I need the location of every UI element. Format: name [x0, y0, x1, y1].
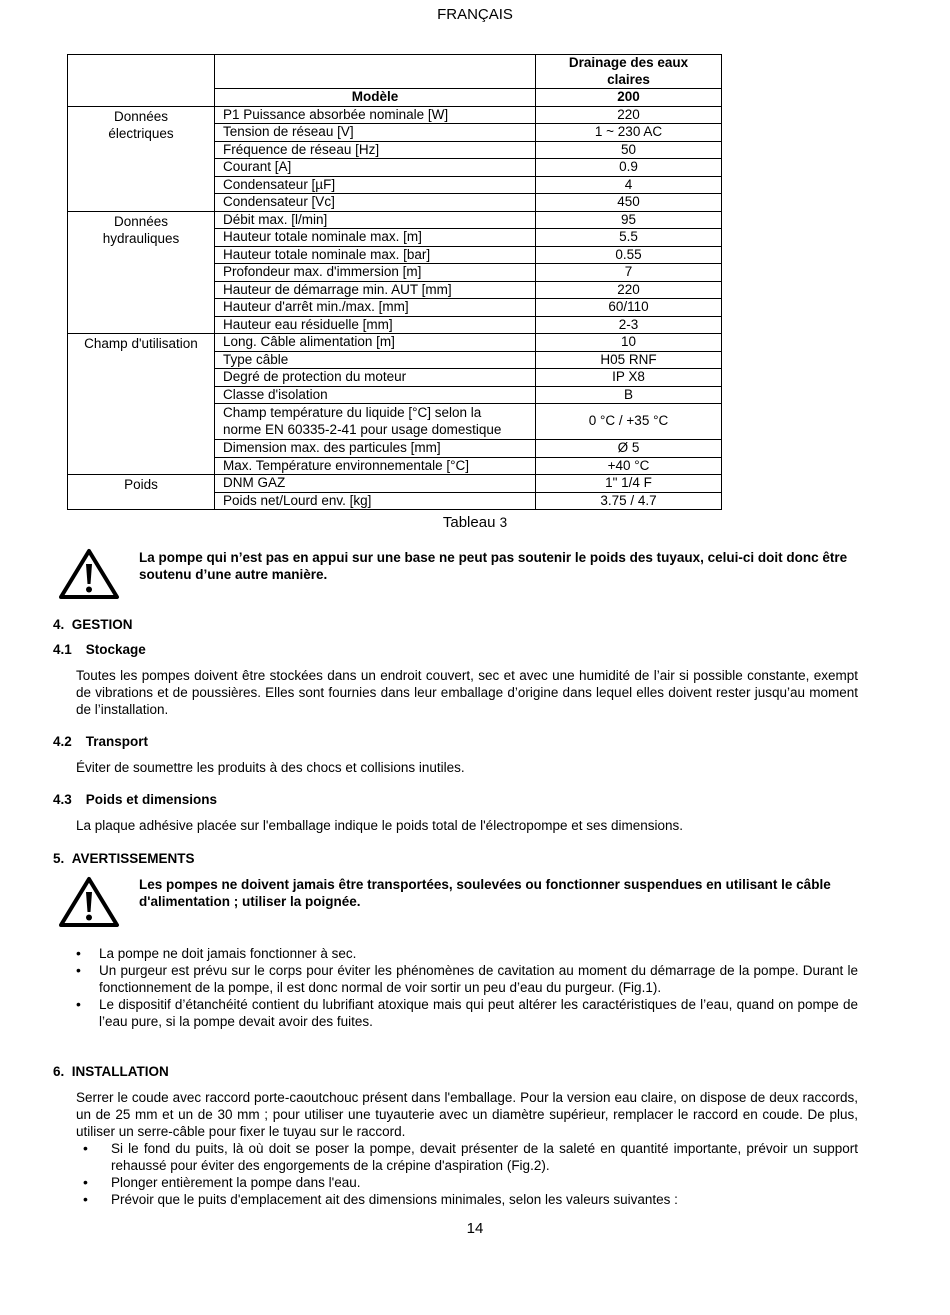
- list-item: • Si le fond du puits, là où doit se poser la pompe, devait présenter de la saleté en quantité importante, prévoir un support rehaussé pour éviter des engorgements de la crépine d'aspiration (Fig.2).: [83, 1140, 858, 1173]
- table-header-row: [68, 55, 722, 89]
- parameter-label: Condensateur [Vc]: [215, 194, 536, 212]
- list-item-text: Si le fond du puits, là où doit se poser la pompe, devait présenter de la saleté en quantité importante, prévoir un support rehaussé pour éviter des engorgements de la crépine d'aspiration (Fig.2).: [111, 1141, 858, 1173]
- section-heading-gestion: [53, 617, 133, 632]
- parameter-value: 10: [536, 334, 722, 352]
- warning-cable-text: Les pompes ne doivent jamais être transportées, soulevées ou fonctionner suspendues en utilisant le câble d'alimentation ; utiliser la poignée.: [139, 877, 831, 909]
- parameter-value: 95: [536, 211, 722, 229]
- section-number: 4.1: [53, 642, 72, 657]
- installation-list: [83, 1140, 858, 1208]
- parameter-label: Poids net/Lourd env. [kg]: [215, 492, 536, 510]
- parameter-label: Classe d'isolation: [215, 386, 536, 404]
- section-title: Transport: [85, 734, 149, 749]
- avertissements-list: [76, 945, 858, 1030]
- parameter-value: 7: [536, 264, 722, 282]
- section-heading-stockage: [53, 642, 146, 657]
- section-number: 6.: [53, 1064, 65, 1079]
- empty-cell: [215, 55, 536, 89]
- parameter-label: [215, 404, 536, 440]
- list-item-text: Plonger entièrement la pompe dans l'eau.: [111, 1175, 361, 1190]
- table-row: [68, 106, 722, 124]
- model-value: 200: [536, 89, 722, 107]
- section-number: 4.: [53, 617, 65, 632]
- parameter-label: Débit max. [l/min]: [215, 211, 536, 229]
- parameter-label: Degré de protection du moteur: [215, 369, 536, 387]
- list-item: • La pompe ne doit jamais fonctionner à sec.: [76, 945, 357, 961]
- column-header-line1: Drainage des eaux: [568, 55, 689, 70]
- parameter-label: Fréquence de réseau [Hz]: [215, 141, 536, 159]
- group-label-line1: Données: [113, 108, 169, 124]
- parameter-value: IP X8: [536, 369, 722, 387]
- group-label-line1: Données: [113, 213, 169, 229]
- list-item: • Plonger entièrement la pompe dans l'eau.: [83, 1174, 361, 1190]
- paragraph-installation: Serrer le coude avec raccord porte-caoutchouc présent dans l'emballage. Pour la version eau claire, on dispose de deux raccords, un de 25 mm et un de 30 mm ; pour utiliser une tuyauterie avec un diamètre supérieur, remplacer le raccord en coude. De plus, utiliser un serre-câble pour fixer le tuyau sur le raccord.: [76, 1090, 858, 1139]
- warning-support-text: La pompe qui n’est pas en appui sur une base ne peut pas soutenir le poids des tuyaux, celui-ci doit donc être soutenu d’une autre manière.: [139, 550, 848, 582]
- table-row: [68, 211, 722, 229]
- section-title: Stockage: [85, 642, 146, 657]
- parameter-value: 220: [536, 106, 722, 124]
- parameter-value: 0 °C / +35 °C: [536, 404, 722, 440]
- parameter-value: 1 ~ 230 AC: [536, 124, 722, 142]
- parameter-label: Condensateur [µF]: [215, 176, 536, 194]
- parameter-value: 450: [536, 194, 722, 212]
- page-number: 14: [466, 1220, 484, 1237]
- parameter-label: Type câble: [215, 351, 536, 369]
- parameter-value: 50: [536, 141, 722, 159]
- parameter-label: Profondeur max. d'immersion [m]: [215, 264, 536, 282]
- parameter-label: Tension de réseau [V]: [215, 124, 536, 142]
- parameter-label: Hauteur totale nominale max. [m]: [215, 229, 536, 247]
- table-caption-number: 3: [499, 515, 508, 530]
- parameter-label: DNM GAZ: [215, 475, 536, 493]
- column-header: [536, 55, 722, 89]
- paragraph-transport: Éviter de soumettre les produits à des chocs et collisions inutiles.: [76, 760, 465, 775]
- section-heading-installation: [53, 1064, 169, 1079]
- parameter-value: B: [536, 386, 722, 404]
- table-row: [68, 334, 722, 352]
- parameter-label: Courant [A]: [215, 159, 536, 177]
- table-caption: [0, 514, 950, 531]
- parameter-label: Hauteur d'arrêt min./max. [mm]: [215, 299, 536, 317]
- section-number: 5.: [53, 851, 65, 866]
- parameter-value: Ø 5: [536, 440, 722, 458]
- group-label-line2: électriques: [108, 125, 174, 141]
- table-row: [68, 475, 722, 493]
- parameter-value: 4: [536, 176, 722, 194]
- specification-table: [67, 54, 722, 510]
- parameter-value: 0.55: [536, 246, 722, 264]
- parameter-label: Dimension max. des particules [mm]: [215, 440, 536, 458]
- parameter-value: +40 °C: [536, 457, 722, 475]
- section-title: Poids et dimensions: [85, 792, 218, 807]
- group-label-line1: Poids: [124, 477, 158, 492]
- column-header-line2: claires: [607, 71, 650, 87]
- empty-cell: [68, 55, 215, 107]
- list-item-text: Un purgeur est prévu sur le corps pour éviter les phénomènes de cavitation au moment du démarrage de la pompe. Durant le fonctionnement de la pompe, il est donc normal de voir sortir un peu d’eau du purgeur. (Fig.1).: [99, 963, 858, 995]
- parameter-value: 3.75 / 4.7: [536, 492, 722, 510]
- paragraph-stockage: Toutes les pompes doivent être stockées dans un endroit couvert, sec et avec une humidité de l’air si possible constante, exempt de vibrations et de poussières. Elles sont fournies dans leur emballage d’origine dans lequel elles doivent rester jusqu’au moment de l’installation.: [76, 668, 858, 717]
- group-label-line1: Champ d'utilisation: [84, 336, 198, 351]
- parameter-label: Hauteur totale nominale max. [bar]: [215, 246, 536, 264]
- section-heading-avertissements: [53, 851, 195, 866]
- parameter-label: Hauteur eau résiduelle [mm]: [215, 316, 536, 334]
- parameter-label-line1: Champ température du liquide [°C] selon la: [223, 405, 482, 420]
- table-caption-label: Tableau: [442, 514, 496, 531]
- parameter-value: 1" 1/4 F: [536, 475, 722, 493]
- model-label: Modèle: [215, 89, 536, 107]
- parameter-label-line2: norme EN 60335-2-41 pour usage domestique: [223, 421, 502, 437]
- parameter-value: H05 RNF: [536, 351, 722, 369]
- parameter-label: P1 Puissance absorbée nominale [W]: [215, 106, 536, 124]
- parameter-label: Hauteur de démarrage min. AUT [mm]: [215, 281, 536, 299]
- parameter-value: 5.5: [536, 229, 722, 247]
- parameter-label: Max. Température environnementale [°C]: [215, 457, 536, 475]
- page-language-header: FRANÇAIS: [437, 6, 513, 23]
- parameter-value: 220: [536, 281, 722, 299]
- list-item: • Le dispositif d’étanchéité contient du lubrifiant atoxique mais qui peut altérer les caractéristiques de l’eau, quand on pompe de l’eau pure, si la pompe devait avoir des fuites.: [76, 996, 858, 1029]
- paragraph-poids-dimensions: La plaque adhésive placée sur l'emballage indique le poids total de l'électropompe et ses dimensions.: [76, 818, 684, 833]
- group-label: [68, 211, 215, 334]
- section-title: INSTALLATION: [71, 1064, 169, 1079]
- group-label-line2: hydrauliques: [102, 230, 180, 246]
- section-number: 4.2: [53, 734, 72, 749]
- list-item-text: Prévoir que le puits d'emplacement ait des dimensions minimales, selon les valeurs suivantes :: [111, 1192, 678, 1207]
- section-heading-poids-dimensions: [53, 792, 217, 807]
- section-number: 4.3: [53, 792, 72, 807]
- group-label: [68, 106, 215, 211]
- group-label: [68, 334, 215, 475]
- list-item: • Un purgeur est prévu sur le corps pour éviter les phénomènes de cavitation au moment du démarrage de la pompe. Durant le fonctionnement de la pompe, il est donc normal de voir sortir un peu d’eau du purgeur. (Fig.1).: [76, 962, 858, 995]
- section-heading-transport: [53, 734, 148, 749]
- list-item: • Prévoir que le puits d'emplacement ait des dimensions minimales, selon les valeurs suivantes :: [83, 1191, 678, 1207]
- parameter-value: 0.9: [536, 159, 722, 177]
- warning-triangle-icon: [58, 548, 120, 600]
- warning-triangle-icon: [58, 876, 120, 928]
- parameter-value: 60/110: [536, 299, 722, 317]
- list-item-text: La pompe ne doit jamais fonctionner à sec.: [99, 946, 357, 961]
- parameter-value: 2-3: [536, 316, 722, 334]
- list-item-text: Le dispositif d’étanchéité contient du lubrifiant atoxique mais qui peut altérer les caractéristiques de l’eau, quand on pompe de l’eau pure, si la pompe devait avoir des fuites.: [99, 997, 858, 1029]
- group-label: [68, 475, 215, 510]
- parameter-label: Long. Câble alimentation [m]: [215, 334, 536, 352]
- section-title: GESTION: [71, 617, 133, 632]
- section-title: AVERTISSEMENTS: [71, 851, 195, 866]
